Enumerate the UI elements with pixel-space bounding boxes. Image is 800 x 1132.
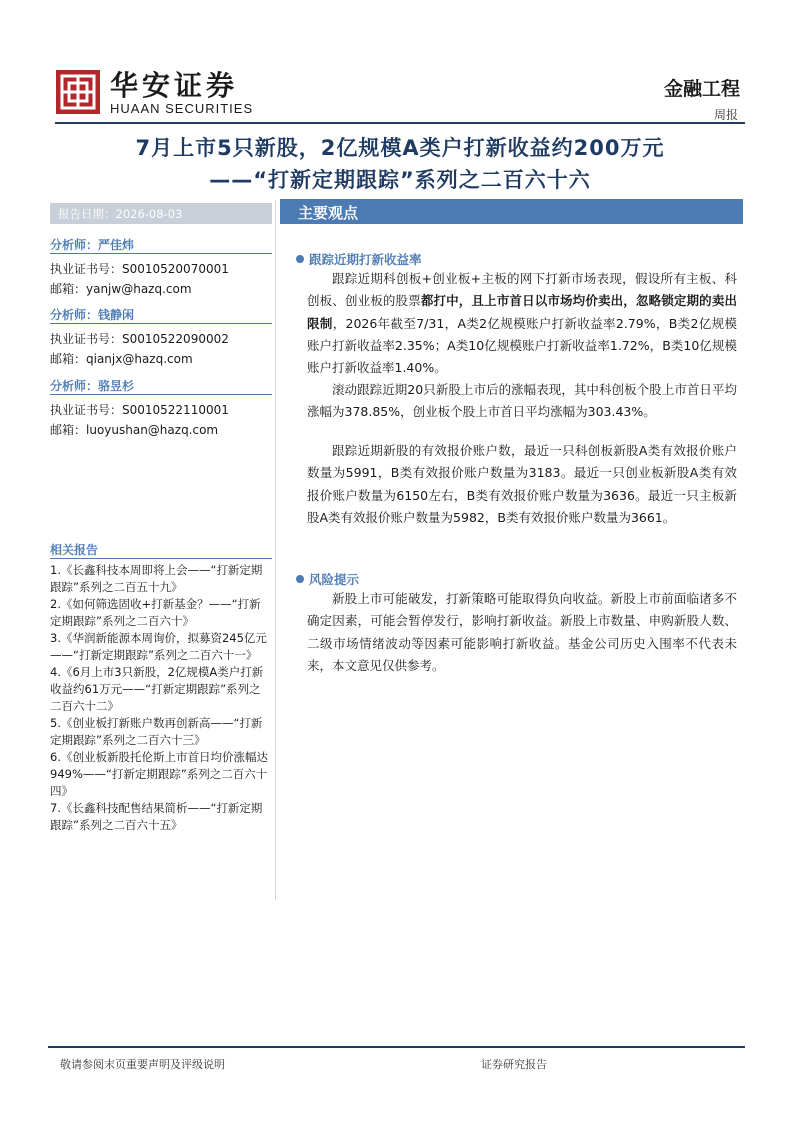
bullet-dot-icon xyxy=(296,575,304,583)
analyst-cert: 执业证书号：S0010522110001 xyxy=(50,403,229,417)
related-report-item[interactable]: 6.《创业板新股托伦斯上市首日均价涨幅达949%——“打新定期跟踪”系列之二百六十四》 xyxy=(50,750,268,798)
column-divider xyxy=(275,200,276,900)
analyst-name: 分析师：严佳炜 xyxy=(50,238,135,252)
analyst-divider xyxy=(50,253,272,254)
logo-wordmark-cn: 华安证券 xyxy=(110,69,239,102)
emphasis-text: 都打中，且上市首日以市场均价卖出，忽略锁定期的卖出限制 xyxy=(307,293,737,331)
related-report-item[interactable]: 2.《如何筛选固收+打新基金？——“打新定期跟踪”系列之二百六十》 xyxy=(50,597,261,628)
related-report-item[interactable]: 3.《华润新能源本周询价，拟募资245亿元——“打新定期跟踪”系列之二百六十一》 xyxy=(50,631,267,662)
logo-icon xyxy=(56,70,100,114)
report-subtitle: ——“打新定期跟踪”系列之二百六十六 xyxy=(209,168,591,192)
report-type: 周报 xyxy=(713,108,738,122)
report-date-bar xyxy=(50,203,272,224)
logo-wordmark-en: HUAAN SECURITIES xyxy=(110,101,254,116)
analyst-card xyxy=(50,306,272,369)
analyst-divider xyxy=(50,394,272,395)
section-heading-text: 风险提示 xyxy=(309,572,360,587)
analyst-card xyxy=(50,377,272,440)
footer-divider xyxy=(48,1046,745,1048)
analyst-email[interactable]: 邮箱：qianjx@hazq.com xyxy=(50,352,193,366)
report-category: 金融工程 xyxy=(663,78,740,100)
report-date: 报告日期：2026-08-03 xyxy=(58,207,183,221)
analyst-card xyxy=(50,236,272,299)
report-title: 7月上市5只新股，2亿规模A类户打新收益约200万元 xyxy=(135,136,665,160)
related-reports-title: 相关报告 xyxy=(50,543,99,557)
analyst-divider xyxy=(50,323,272,324)
analyst-name: 分析师：骆昱杉 xyxy=(50,379,135,393)
section-heading-text: 跟踪近期打新收益率 xyxy=(309,252,422,267)
section-heading-tracking xyxy=(296,250,422,268)
section-heading-risk xyxy=(296,570,359,588)
analyst-cert: 执业证书号：S0010520070001 xyxy=(50,262,229,276)
bullet-dot-icon xyxy=(296,255,304,263)
header-divider xyxy=(55,122,745,124)
tracking-paragraph-1 xyxy=(307,268,737,379)
related-report-item[interactable]: 1.《长鑫科技本周即将上会——“打新定期跟踪”系列之二百五十九》 xyxy=(50,563,263,594)
main-points-bar xyxy=(280,199,743,224)
analyst-email[interactable]: 邮箱：luoyushan@hazq.com xyxy=(50,423,219,437)
related-report-item[interactable]: 7.《长鑫科技配售结果简析——“打新定期跟踪”系列之二百六十五》 xyxy=(50,801,263,832)
related-report-item[interactable]: 5.《创业板打新账户数再创新高——“打新定期跟踪”系列之二百六十三》 xyxy=(50,716,263,747)
analyst-email[interactable]: 邮箱：yanjw@hazq.com xyxy=(50,282,192,296)
text-run: ，2026年截至7/31，A类2亿规模账户打新收益率2.79%，B类2亿规模账户打新收益率2.35%；A类10亿规模账户打新收益率1.72%，B类10亿规模账户打新收益率1.40%。 xyxy=(307,315,737,376)
text-run: 跟踪近期科创板+创业板+主板的网下打新市场表现，假设所有主板、科创板、创业板的股票 xyxy=(307,271,737,309)
tracking-paragraph-3: 跟踪近期新股的有效报价账户数，最近一只科创板新股A类有效报价账户数量为5991，B类有效报价账户数量为3183。最近一只创业板新股A类有效报价账户数量为6150左右，B类有效报价账户数量为3636。最近一只主板新股A类有效报价账户数量为5982，B类有效报价账户数量为3661。 xyxy=(307,443,737,525)
footer-disclaimer-note: 敬请参阅末页重要声明及评级说明 xyxy=(60,1058,225,1071)
related-reports-divider xyxy=(50,558,272,559)
analyst-name: 分析师：钱静闲 xyxy=(50,308,135,322)
related-report-item[interactable]: 4.《6月上市3只新股，2亿规模A类户打新收益约61万元——“打新定期跟踪”系列之二百六十二》 xyxy=(50,665,264,713)
related-reports-list xyxy=(50,562,272,834)
footer-report-label: 证券研究报告 xyxy=(481,1058,547,1071)
tracking-paragraph-2: 滚动跟踪近期20只新股上市后的涨幅表现，其中科创板个股上市首日平均涨幅为378.85%，创业板个股上市首日平均涨幅为303.43%。 xyxy=(307,382,737,420)
main-points-title: 主要观点 xyxy=(298,204,359,222)
risk-paragraph: 新股上市可能破发，打新策略可能取得负向收益。新股上市前面临诸多不确定因素，可能会暂停发行，影响打新收益。新股上市数量、申购新股人数、二级市场情绪波动等因素可能影响打新收益。基金公司历史入围率不代表未来，本文意见仅供参考。 xyxy=(307,591,737,673)
analyst-cert: 执业证书号：S0010522090002 xyxy=(50,332,229,346)
